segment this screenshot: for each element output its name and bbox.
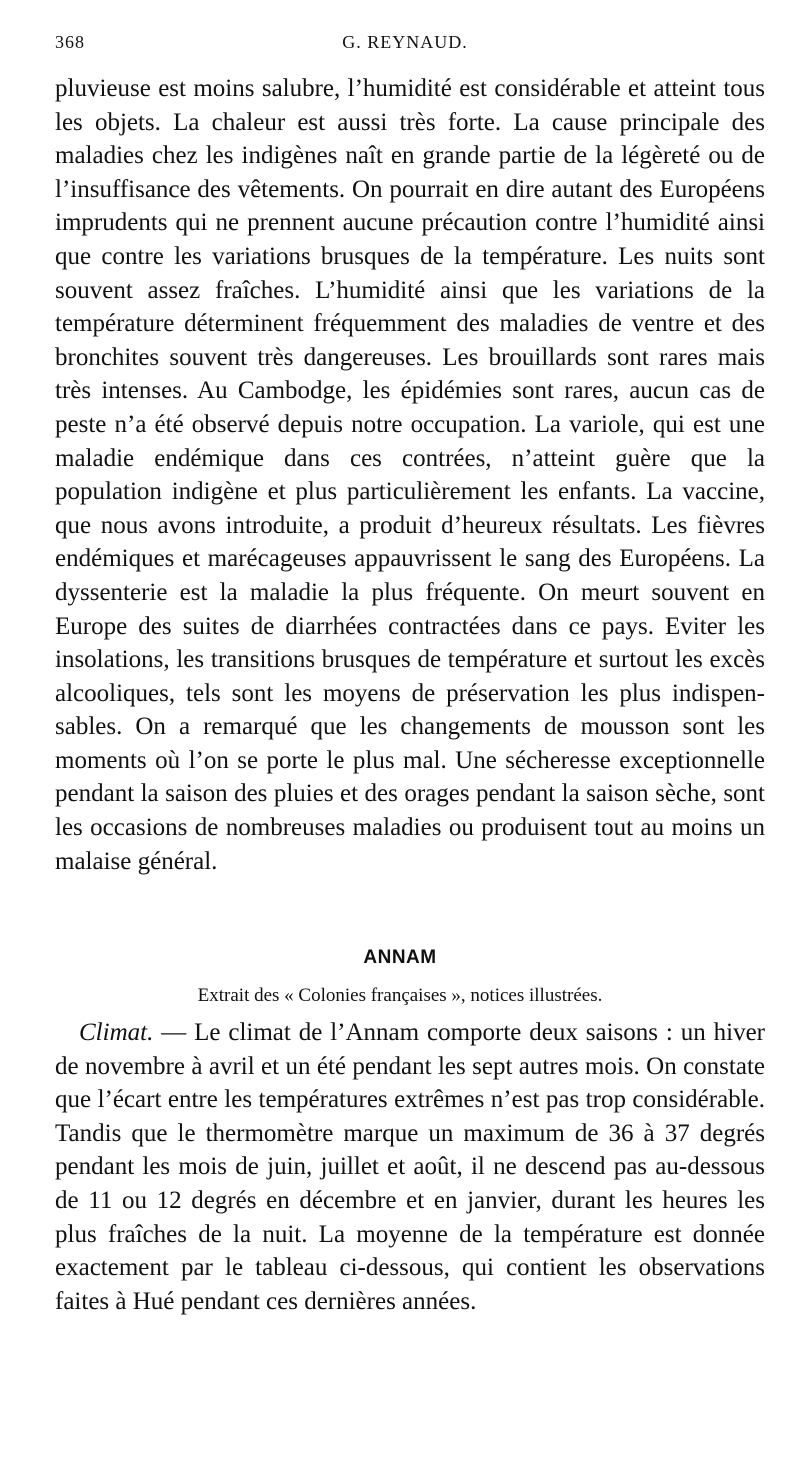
body-paragraph-1: pluvieuse est moins salubre, l’humidité est considérable et atteint tous les objets. La chaleur est aussi très forte. La cause principale des maladies chez les indigènes naît en grande partie de la légèreté ou de l’insuffisance des vêtements. On pourrait en dire autant des Européens imprudents qui ne prennent aucune précaution contre l’humidité ainsi que contre les variations brusques de la température. Les nuits sont souvent assez fraîches. L’humidité ainsi que les variations de la température déterminent fréquemment des maladies de ventre et des bronchites souvent très dangereuses. Les brouillards sont rares mais très intenses. Au Cambodge, les épidémies sont rares, aucun cas de peste n’a été observé depuis notre occupation. La variole, qui est une maladie endémique dans ces contrées, n’atteint guère que la population indigène et plus particulièrement les enfants. La vaccine, que nous avons introduite, a produit d’heureux résultats. Les fièvres endémiques et marécageuses appauvrissent le sang des Européens. La dyssenterie est la maladie la plus fréquente. On meurt souvent en Europe des suites de diarrhées contractées dans ce pays. Eviter les insolations, les transitions brusques de température et surtout les excès alcooliques, tels sont les moyens de préservation les plus indispensables. On a remarqué que les changements de mousson sont les moments où l’on se porte le plus mal. Une sécheresse exceptionnelle pendant la saison des pluies et des orages pendant la saison sèche, sont les occasions de nombreuses maladies ou produisent tout au moins un malaise général. [55, 75, 765, 875]
paragraph-text: — Le climat de l’Annam comporte deux saisons : un hiver de novembre à avril et un été pendant les sept autres mois. On constate que l’écart entre les températures extrêmes n’est pas trop considérable. Tandis que le thermomètre marque un maximum de 36 à 37 degrés pendant les mois de juin, juillet et août, il ne descend pas au-dessous de 11 ou 12 degrés en décembre et en janvier, durant les heures les plus fraîches de la nuit. La moyenne de la température est donnée exactement par le tableau ci-dessous, qui contient les observations faites à Hué pendant ces dernières années. [55, 1019, 765, 1315]
section-heading: ANNAM [363, 947, 437, 968]
running-head [55, 32, 755, 62]
paragraph-lead: Climat. [79, 1019, 154, 1046]
body-paragraph-2 [55, 1016, 765, 1318]
source-note: Extrait des « Colonies françaises », notices illustrées. [197, 985, 603, 1006]
paragraph-block-1 [55, 72, 765, 878]
running-title: G. REYNAUD. [342, 32, 468, 52]
paragraph-block-2 [55, 1016, 765, 1318]
page-number: 368 [55, 32, 85, 52]
